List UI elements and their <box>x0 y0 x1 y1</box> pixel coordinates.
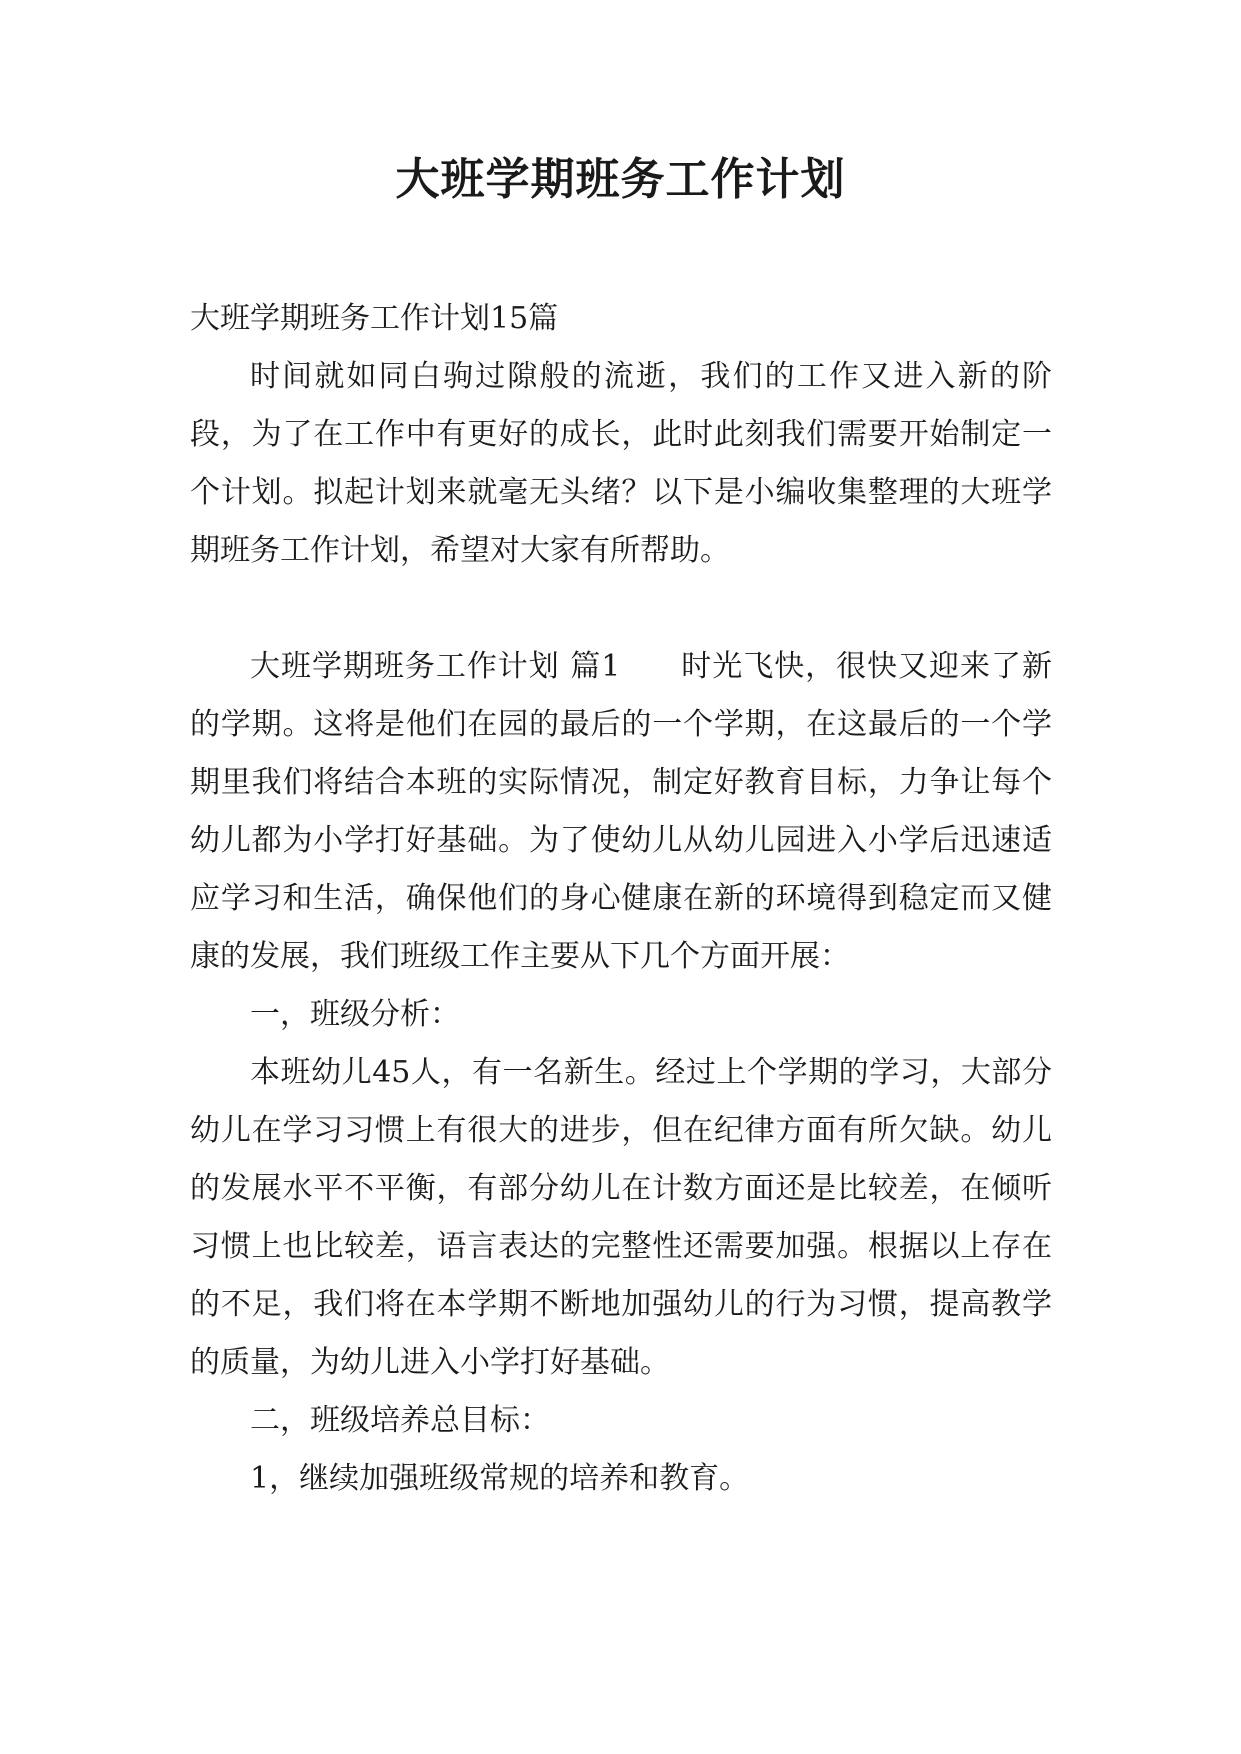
part1-paragraph <box>190 638 1052 986</box>
section1-heading: 一，班级分析： <box>250 997 460 1032</box>
intro-paragraph: 时间就如同白驹过隙般的流逝，我们的工作又进入新的阶段，为了在工作中有更好的成长，此时此刻我们需要开始制定一个计划。拟起计划来就毫无头绪？以下是小编收集整理的大班学期班务工作计划，希望对大家有所帮助。 <box>190 359 1052 568</box>
section2-heading: 二，班级培养总目标： <box>250 1403 550 1438</box>
section1-paragraph: 本班幼儿45人，有一名新生。经过上个学期的学习，大部分幼儿在学习习惯上有很大的进步，但在纪律方面有所欠缺。幼儿的发展水平不平衡，有部分幼儿在计数方面还是比较差，在倾听习惯上也比较差，语言表达的完整性还需要加强。根据以上存在的不足，我们将在本学期不断地加强幼儿的行为习惯，提高教学的质量，为幼儿进入小学打好基础。 <box>190 1055 1052 1380</box>
paragraph-gap <box>190 580 1052 638</box>
document-body <box>190 290 1052 1508</box>
document-subtitle: 大班学期班务工作计划15篇 <box>190 301 559 336</box>
document-title: 大班学期班务工作计划 <box>395 154 846 205</box>
part1-heading: 大班学期班务工作计划 篇1 <box>250 649 621 684</box>
list-item: 1，继续加强班级常规的培养和教育。 <box>250 1461 750 1496</box>
part1-text: 时光飞快，很快又迎来了新的学期。这将是他们在园的最后的一个学期，在这最后的一个学期里我们将结合本班的实际情况，制定好教育目标，力争让每个幼儿都为小学打好基础。为了使幼儿从幼儿园进入小学后迅速适应学习和生活，确保他们的身心健康在新的环境得到稳定而又健康的发展，我们班级工作主要从下几个方面开展： <box>190 649 1052 974</box>
